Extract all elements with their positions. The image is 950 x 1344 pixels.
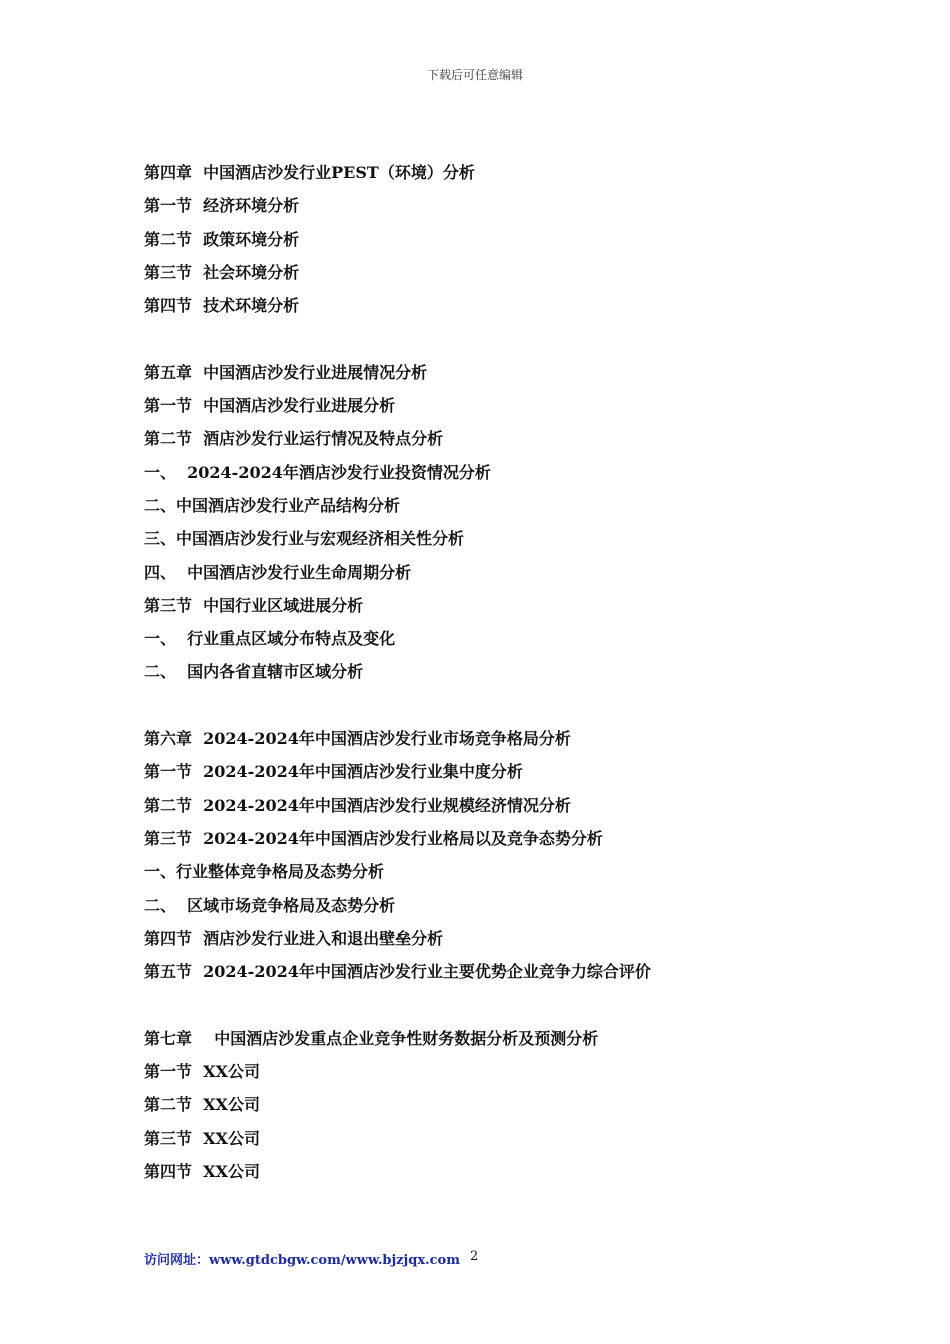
toc-entry: 一、 2024-2024年酒店沙发行业投资情况分析 <box>144 462 491 482</box>
toc-entry: 第一节 2024-2024年中国酒店沙发行业集中度分析 <box>144 762 523 782</box>
footer-url: 访问网址：www.gtdcbgw.com/www.bjzjqx.com <box>144 1253 460 1268</box>
chapter-heading: 第六章 2024-2024年中国酒店沙发行业市场竞争格局分析 <box>144 729 571 749</box>
toc-entry: 第一节 经济环境分析 <box>144 196 300 216</box>
chapter-heading: 第七章 中国酒店沙发重点企业竞争性财务数据分析及预测分析 <box>144 1028 599 1048</box>
toc-section <box>144 1022 844 1188</box>
page-header: 下载后可任意编辑 <box>426 68 523 82</box>
chapter-heading: 第四章 中国酒店沙发行业PEST（环境）分析 <box>144 163 475 182</box>
toc-entry: 第五节 2024-2024年中国酒店沙发行业主要优势企业竞争力综合评价 <box>144 962 651 982</box>
toc-entry: 一、 行业重点区域分布特点及变化 <box>144 629 396 649</box>
toc-entry: 第三节 XX公司 <box>144 1128 260 1148</box>
toc-entry: 一、行业整体竞争格局及态势分析 <box>144 862 385 882</box>
toc-entry: 第三节 2024-2024年中国酒店沙发行业格局以及竞争态势分析 <box>144 828 603 848</box>
toc-entry: 第二节 2024-2024年中国酒店沙发行业规模经济情况分析 <box>144 795 571 815</box>
chapter-heading: 第五章 中国酒店沙发行业进展情况分析 <box>144 362 428 382</box>
toc-entry: 三、中国酒店沙发行业与宏观经济相关性分析 <box>144 529 465 549</box>
toc-entry: 第一节 中国酒店沙发行业进展分析 <box>144 396 396 416</box>
toc-entry: 第二节 酒店沙发行业运行情况及特点分析 <box>144 429 444 449</box>
toc-entry: 第四节 技术环境分析 <box>144 296 300 316</box>
toc-entry: 第四节 XX公司 <box>144 1161 260 1181</box>
toc-entry: 第二节 XX公司 <box>144 1095 260 1115</box>
page-number: 2 <box>470 1249 479 1264</box>
toc-section <box>144 356 844 689</box>
toc-entry: 二、中国酒店沙发行业产品结构分析 <box>144 495 401 515</box>
table-of-contents <box>144 156 844 1222</box>
toc-entry: 第四节 酒店沙发行业进入和退出壁垒分析 <box>144 928 444 948</box>
toc-entry: 二、 区域市场竞争格局及态势分析 <box>144 895 396 915</box>
toc-section <box>144 156 844 322</box>
toc-entry: 第一节 XX公司 <box>144 1062 260 1082</box>
toc-entry: 第三节 中国行业区域进展分析 <box>144 595 364 615</box>
toc-section <box>144 722 844 988</box>
toc-entry: 二、 国内各省直辖市区域分析 <box>144 662 364 682</box>
toc-entry: 第二节 政策环境分析 <box>144 229 300 249</box>
toc-entry: 第三节 社会环境分析 <box>144 262 300 282</box>
toc-entry: 四、 中国酒店沙发行业生命周期分析 <box>144 562 412 582</box>
